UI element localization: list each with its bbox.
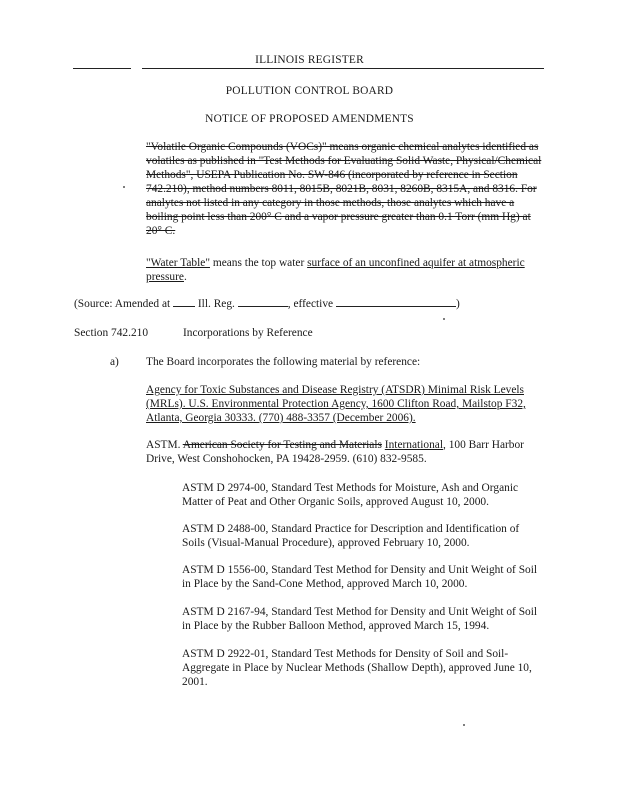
water-table-mid: means the top water xyxy=(209,257,308,269)
section-number: Section 742.210 xyxy=(74,327,149,339)
header-rule-right xyxy=(142,68,544,69)
astm-address: , 100 Barr Harbor Drive, West Conshohocken, PA 19428-2959. (610) 832-9585. xyxy=(146,439,524,465)
para-a-label: a) xyxy=(110,356,119,368)
astm-struck-name: American Society for Testing and Materials xyxy=(182,439,382,451)
board-title: POLLUTION CONTROL BOARD xyxy=(225,85,394,97)
register-title: ILLINOIS REGISTER xyxy=(255,54,364,66)
effective-date-blank xyxy=(336,296,456,307)
scan-speck xyxy=(443,318,445,320)
atsdr-text: Agency for Toxic Substances and Disease Registry (ATSDR) Minimal Risk Levels (MRLs). U.S. Environmental Protection Agency, 1600 Clifton Road, Mailstop F32, Atlanta, Georgia 30333. (770) 488-3357 (December 2006). xyxy=(146,384,526,424)
volume-blank xyxy=(173,296,195,307)
notice-title: NOTICE OF PROPOSED AMENDMENTS xyxy=(205,113,414,125)
atsdr-entry xyxy=(146,383,542,425)
standard-item: ASTM D 2922-01, Standard Test Methods for Density of Soil and Soil-Aggregate in Place by Nuclear Methods (Shallow Depth), approved June 10, 2001. xyxy=(182,648,532,688)
standard-item: ASTM D 2974-00, Standard Test Methods for Moisture, Ash and Organic Matter of Peat and Other Organic Soils, approved August 10, 2000. xyxy=(182,482,519,508)
source-prefix: (Source: Amended at xyxy=(74,298,171,310)
standard-item: ASTM D 2488-00, Standard Practice for Description and Identification of Soils (Visual-Manual Procedure), approved February 10, 2000. xyxy=(182,523,520,549)
scan-speck xyxy=(123,186,125,188)
astm-inserted: International xyxy=(384,439,443,451)
standard-item: ASTM D 2167-94, Standard Test Method for Density and Unit Weight of Soil in Place by the Rubber Balloon Method, approved March 15, 1994. xyxy=(182,606,538,632)
section-title: Incorporations by Reference xyxy=(183,327,313,339)
water-table-definition xyxy=(146,256,546,284)
water-table-end: . xyxy=(183,271,187,283)
scan-speck xyxy=(463,724,465,726)
ill-reg: Ill. Reg. xyxy=(197,298,235,310)
source-line xyxy=(74,296,554,311)
standard-item: ASTM D 1556-00, Standard Test Method for Density and Unit Weight of Soil in Place by the Sand-Cone Method, approved March 10, 2000. xyxy=(182,564,538,590)
water-table-term: "Water Table" xyxy=(146,257,210,269)
para-a-text: The Board incorporates the following material by reference: xyxy=(146,356,421,368)
astm-abbr: ASTM. xyxy=(146,439,181,451)
page-blank xyxy=(238,296,288,307)
astm-entry xyxy=(146,438,546,466)
header-rule-left xyxy=(73,68,131,69)
voc-definition xyxy=(146,140,546,238)
water-table-inserted: surface of an unconfined aquifer at atmospheric pressure xyxy=(146,257,525,283)
voc-definition-text: "Volatile Organic Compounds (VOCs)" means organic chemical analytes identified as volatiles as published in "Test Methods for Evaluating Solid Waste, Physical/Chemical Methods", USEPA Publication No. SW-846 (incorporated by reference in Section 742.210), method numbers 8011, 8015B, 8021B, 8031, 8260B, 8315A, and 8316. For analytes not listed in any category in those methods, those analytes which have a boiling point less than 200° C and a vapor pressure greater than 0.1 Torr (mm Hg) at 20° C. xyxy=(146,141,542,237)
effective-label: , effective xyxy=(287,298,334,310)
source-suffix: ) xyxy=(455,298,460,310)
